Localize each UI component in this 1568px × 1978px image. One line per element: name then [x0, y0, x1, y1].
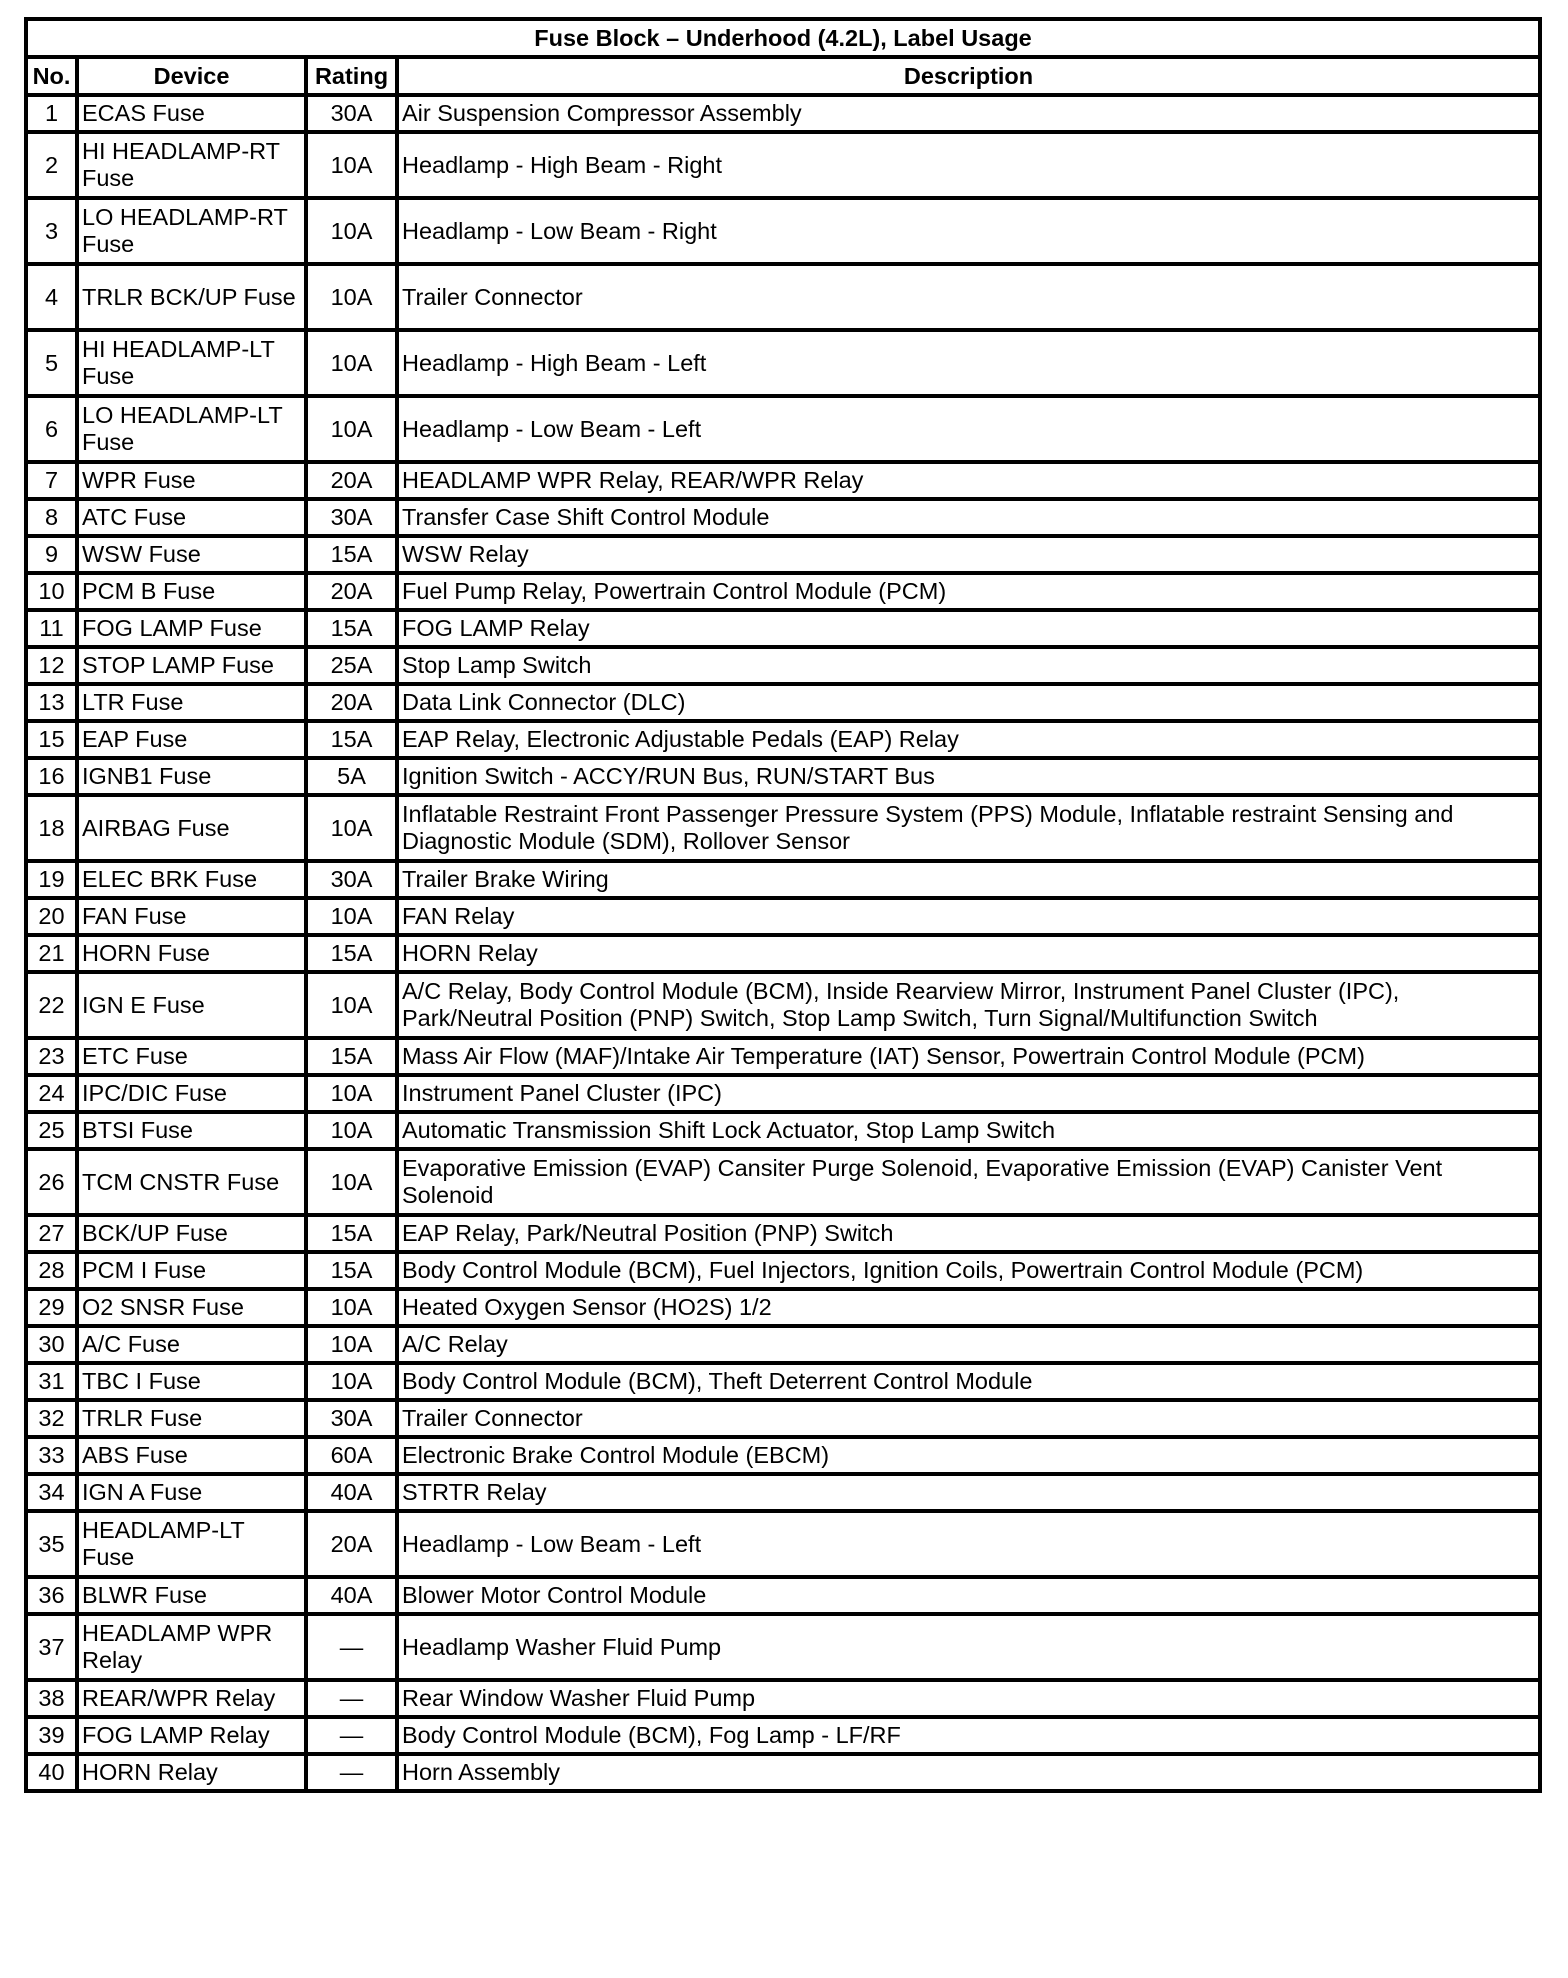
cell-description: Electronic Brake Control Module (EBCM) — [397, 1437, 1540, 1474]
table-row — [26, 132, 1540, 198]
cell-no: 3 — [26, 198, 77, 264]
cell-no: 27 — [26, 1215, 77, 1252]
cell-device: HI HEADLAMP-LT Fuse — [77, 330, 306, 396]
cell-description: HORN Relay — [397, 935, 1540, 972]
cell-description: Headlamp - High Beam - Right — [397, 132, 1540, 198]
table-row — [26, 1326, 1540, 1363]
cell-no: 36 — [26, 1577, 77, 1614]
cell-no: 40 — [26, 1754, 77, 1791]
cell-description: Data Link Connector (DLC) — [397, 684, 1540, 721]
cell-rating: — — [306, 1680, 397, 1717]
cell-rating: 15A — [306, 1038, 397, 1075]
cell-description: STRTR Relay — [397, 1474, 1540, 1511]
cell-rating: — — [306, 1754, 397, 1791]
cell-device: TBC I Fuse — [77, 1363, 306, 1400]
cell-device: ELEC BRK Fuse — [77, 861, 306, 898]
table-row — [26, 1363, 1540, 1400]
cell-rating: 15A — [306, 1215, 397, 1252]
cell-no: 4 — [26, 264, 77, 330]
cell-device: ATC Fuse — [77, 499, 306, 536]
cell-device: HORN Relay — [77, 1754, 306, 1791]
cell-rating: 25A — [306, 647, 397, 684]
cell-no: 9 — [26, 536, 77, 573]
cell-rating: 30A — [306, 95, 397, 132]
cell-no: 30 — [26, 1326, 77, 1363]
table-row — [26, 1511, 1540, 1577]
cell-no: 26 — [26, 1149, 77, 1215]
cell-device: TRLR Fuse — [77, 1400, 306, 1437]
cell-device: BTSI Fuse — [77, 1112, 306, 1149]
table-row — [26, 1614, 1540, 1680]
cell-no: 39 — [26, 1717, 77, 1754]
cell-no: 11 — [26, 610, 77, 647]
cell-rating: 10A — [306, 1149, 397, 1215]
cell-no: 20 — [26, 898, 77, 935]
cell-description: Headlamp - Low Beam - Left — [397, 396, 1540, 462]
table-row — [26, 898, 1540, 935]
column-header-no: No. — [26, 57, 77, 95]
table-row — [26, 198, 1540, 264]
table-row — [26, 1577, 1540, 1614]
cell-no: 10 — [26, 573, 77, 610]
cell-rating: 10A — [306, 1289, 397, 1326]
cell-device: HORN Fuse — [77, 935, 306, 972]
cell-no: 5 — [26, 330, 77, 396]
cell-no: 24 — [26, 1075, 77, 1112]
cell-device: HI HEADLAMP-RT Fuse — [77, 132, 306, 198]
cell-rating: 10A — [306, 330, 397, 396]
cell-rating: 30A — [306, 1400, 397, 1437]
cell-no: 22 — [26, 972, 77, 1038]
cell-description: Air Suspension Compressor Assembly — [397, 95, 1540, 132]
cell-device: ETC Fuse — [77, 1038, 306, 1075]
cell-description: FOG LAMP Relay — [397, 610, 1540, 647]
cell-no: 38 — [26, 1680, 77, 1717]
cell-rating: 10A — [306, 264, 397, 330]
cell-rating: 20A — [306, 573, 397, 610]
cell-rating: 15A — [306, 1252, 397, 1289]
cell-description: Trailer Connector — [397, 1400, 1540, 1437]
table-row — [26, 610, 1540, 647]
cell-no: 25 — [26, 1112, 77, 1149]
cell-description: Evaporative Emission (EVAP) Cansiter Purge Solenoid, Evaporative Emission (EVAP) Canister Vent Solenoid — [397, 1149, 1540, 1215]
cell-description: Rear Window Washer Fluid Pump — [397, 1680, 1540, 1717]
cell-rating: 20A — [306, 1511, 397, 1577]
cell-no: 31 — [26, 1363, 77, 1400]
cell-rating: 30A — [306, 499, 397, 536]
table-row — [26, 1400, 1540, 1437]
cell-no: 6 — [26, 396, 77, 462]
cell-description: Body Control Module (BCM), Theft Deterrent Control Module — [397, 1363, 1540, 1400]
cell-rating: 10A — [306, 396, 397, 462]
cell-description: Headlamp - Low Beam - Right — [397, 198, 1540, 264]
column-header-device: Device — [77, 57, 306, 95]
cell-no: 37 — [26, 1614, 77, 1680]
fuse-block-table — [24, 17, 1542, 1793]
cell-device: LO HEADLAMP-LT Fuse — [77, 396, 306, 462]
cell-rating: 10A — [306, 1326, 397, 1363]
table-row — [26, 462, 1540, 499]
cell-device: O2 SNSR Fuse — [77, 1289, 306, 1326]
table-row — [26, 1112, 1540, 1149]
cell-rating: — — [306, 1614, 397, 1680]
cell-device: WPR Fuse — [77, 462, 306, 499]
column-header-rating: Rating — [306, 57, 397, 95]
cell-device: TCM CNSTR Fuse — [77, 1149, 306, 1215]
cell-description: Stop Lamp Switch — [397, 647, 1540, 684]
cell-rating: 60A — [306, 1437, 397, 1474]
cell-rating: 10A — [306, 898, 397, 935]
column-header-description: Description — [397, 57, 1540, 95]
cell-device: AIRBAG Fuse — [77, 795, 306, 861]
cell-description: Headlamp - Low Beam - Left — [397, 1511, 1540, 1577]
table-row — [26, 1289, 1540, 1326]
cell-device: BCK/UP Fuse — [77, 1215, 306, 1252]
cell-no: 12 — [26, 647, 77, 684]
cell-no: 32 — [26, 1400, 77, 1437]
cell-device: ECAS Fuse — [77, 95, 306, 132]
cell-description: Headlamp Washer Fluid Pump — [397, 1614, 1540, 1680]
cell-rating: 15A — [306, 721, 397, 758]
cell-device: HEADLAMP-LT Fuse — [77, 1511, 306, 1577]
cell-description: A/C Relay, Body Control Module (BCM), Inside Rearview Mirror, Instrument Panel Cluster (IPC), Park/Neutral Position (PNP) Switch, Stop Lamp Switch, Turn Signal/Multifunction Switch — [397, 972, 1540, 1038]
cell-no: 2 — [26, 132, 77, 198]
cell-description: Inflatable Restraint Front Passenger Pressure System (PPS) Module, Inflatable restraint Sensing and Diagnostic Module (SDM), Rollover Sensor — [397, 795, 1540, 861]
cell-rating: 30A — [306, 861, 397, 898]
cell-rating: — — [306, 1717, 397, 1754]
cell-device: PCM B Fuse — [77, 573, 306, 610]
cell-no: 33 — [26, 1437, 77, 1474]
header-row — [26, 57, 1540, 95]
cell-description: Body Control Module (BCM), Fog Lamp - LF/RF — [397, 1717, 1540, 1754]
cell-no: 21 — [26, 935, 77, 972]
cell-rating: 5A — [306, 758, 397, 795]
cell-description: Ignition Switch - ACCY/RUN Bus, RUN/START Bus — [397, 758, 1540, 795]
cell-description: Fuel Pump Relay, Powertrain Control Module (PCM) — [397, 573, 1540, 610]
table-row — [26, 330, 1540, 396]
cell-description: A/C Relay — [397, 1326, 1540, 1363]
cell-no: 18 — [26, 795, 77, 861]
cell-no: 15 — [26, 721, 77, 758]
cell-no: 16 — [26, 758, 77, 795]
cell-description: Transfer Case Shift Control Module — [397, 499, 1540, 536]
cell-device: LTR Fuse — [77, 684, 306, 721]
cell-description: Body Control Module (BCM), Fuel Injectors, Ignition Coils, Powertrain Control Module (PCM) — [397, 1252, 1540, 1289]
table-row — [26, 1717, 1540, 1754]
cell-no: 8 — [26, 499, 77, 536]
cell-description: EAP Relay, Electronic Adjustable Pedals (EAP) Relay — [397, 721, 1540, 758]
cell-description: HEADLAMP WPR Relay, REAR/WPR Relay — [397, 462, 1540, 499]
cell-device: BLWR Fuse — [77, 1577, 306, 1614]
cell-description: Headlamp - High Beam - Left — [397, 330, 1540, 396]
table-row — [26, 1252, 1540, 1289]
cell-no: 28 — [26, 1252, 77, 1289]
cell-rating: 15A — [306, 536, 397, 573]
cell-no: 13 — [26, 684, 77, 721]
table-row — [26, 684, 1540, 721]
cell-device: FOG LAMP Fuse — [77, 610, 306, 647]
cell-device: PCM I Fuse — [77, 1252, 306, 1289]
cell-no: 34 — [26, 1474, 77, 1511]
table-row — [26, 1474, 1540, 1511]
table-row — [26, 861, 1540, 898]
cell-description: Heated Oxygen Sensor (HO2S) 1/2 — [397, 1289, 1540, 1326]
table-row — [26, 647, 1540, 684]
cell-no: 23 — [26, 1038, 77, 1075]
cell-description: Automatic Transmission Shift Lock Actuator, Stop Lamp Switch — [397, 1112, 1540, 1149]
cell-description: Horn Assembly — [397, 1754, 1540, 1791]
table-row — [26, 1038, 1540, 1075]
table-row — [26, 721, 1540, 758]
table-row — [26, 795, 1540, 861]
cell-description: Instrument Panel Cluster (IPC) — [397, 1075, 1540, 1112]
cell-device: A/C Fuse — [77, 1326, 306, 1363]
cell-rating: 20A — [306, 684, 397, 721]
cell-device: FOG LAMP Relay — [77, 1717, 306, 1754]
cell-device: LO HEADLAMP-RT Fuse — [77, 198, 306, 264]
cell-rating: 10A — [306, 198, 397, 264]
table-row — [26, 935, 1540, 972]
cell-device: ABS Fuse — [77, 1437, 306, 1474]
table-row — [26, 1680, 1540, 1717]
table-row — [26, 499, 1540, 536]
cell-no: 19 — [26, 861, 77, 898]
cell-device: HEADLAMP WPR Relay — [77, 1614, 306, 1680]
cell-device: REAR/WPR Relay — [77, 1680, 306, 1717]
table-row — [26, 264, 1540, 330]
cell-description: Trailer Brake Wiring — [397, 861, 1540, 898]
table-row — [26, 536, 1540, 573]
cell-description: Mass Air Flow (MAF)/Intake Air Temperature (IAT) Sensor, Powertrain Control Module (PCM) — [397, 1038, 1540, 1075]
table-row — [26, 758, 1540, 795]
cell-description: FAN Relay — [397, 898, 1540, 935]
cell-device: TRLR BCK/UP Fuse — [77, 264, 306, 330]
cell-rating: 10A — [306, 1112, 397, 1149]
table-row — [26, 396, 1540, 462]
cell-no: 35 — [26, 1511, 77, 1577]
cell-device: FAN Fuse — [77, 898, 306, 935]
cell-device: EAP Fuse — [77, 721, 306, 758]
cell-device: WSW Fuse — [77, 536, 306, 573]
table-row — [26, 1075, 1540, 1112]
table-row — [26, 95, 1540, 132]
cell-rating: 40A — [306, 1474, 397, 1511]
table-row — [26, 972, 1540, 1038]
table-row — [26, 1215, 1540, 1252]
cell-rating: 15A — [306, 935, 397, 972]
table-row — [26, 573, 1540, 610]
cell-no: 29 — [26, 1289, 77, 1326]
cell-description: Blower Motor Control Module — [397, 1577, 1540, 1614]
cell-device: IGN A Fuse — [77, 1474, 306, 1511]
cell-device: IGNB1 Fuse — [77, 758, 306, 795]
table-title: Fuse Block – Underhood (4.2L), Label Usage — [26, 19, 1540, 57]
cell-description: EAP Relay, Park/Neutral Position (PNP) Switch — [397, 1215, 1540, 1252]
cell-description: WSW Relay — [397, 536, 1540, 573]
table-row — [26, 1149, 1540, 1215]
table-row — [26, 1754, 1540, 1791]
cell-rating: 10A — [306, 1075, 397, 1112]
cell-no: 1 — [26, 95, 77, 132]
cell-device: IPC/DIC Fuse — [77, 1075, 306, 1112]
cell-rating: 10A — [306, 132, 397, 198]
cell-rating: 10A — [306, 1363, 397, 1400]
cell-description: Trailer Connector — [397, 264, 1540, 330]
cell-rating: 40A — [306, 1577, 397, 1614]
cell-device: STOP LAMP Fuse — [77, 647, 306, 684]
cell-rating: 10A — [306, 972, 397, 1038]
cell-rating: 15A — [306, 610, 397, 647]
cell-rating: 10A — [306, 795, 397, 861]
cell-rating: 20A — [306, 462, 397, 499]
cell-no: 7 — [26, 462, 77, 499]
table-row — [26, 1437, 1540, 1474]
cell-device: IGN E Fuse — [77, 972, 306, 1038]
